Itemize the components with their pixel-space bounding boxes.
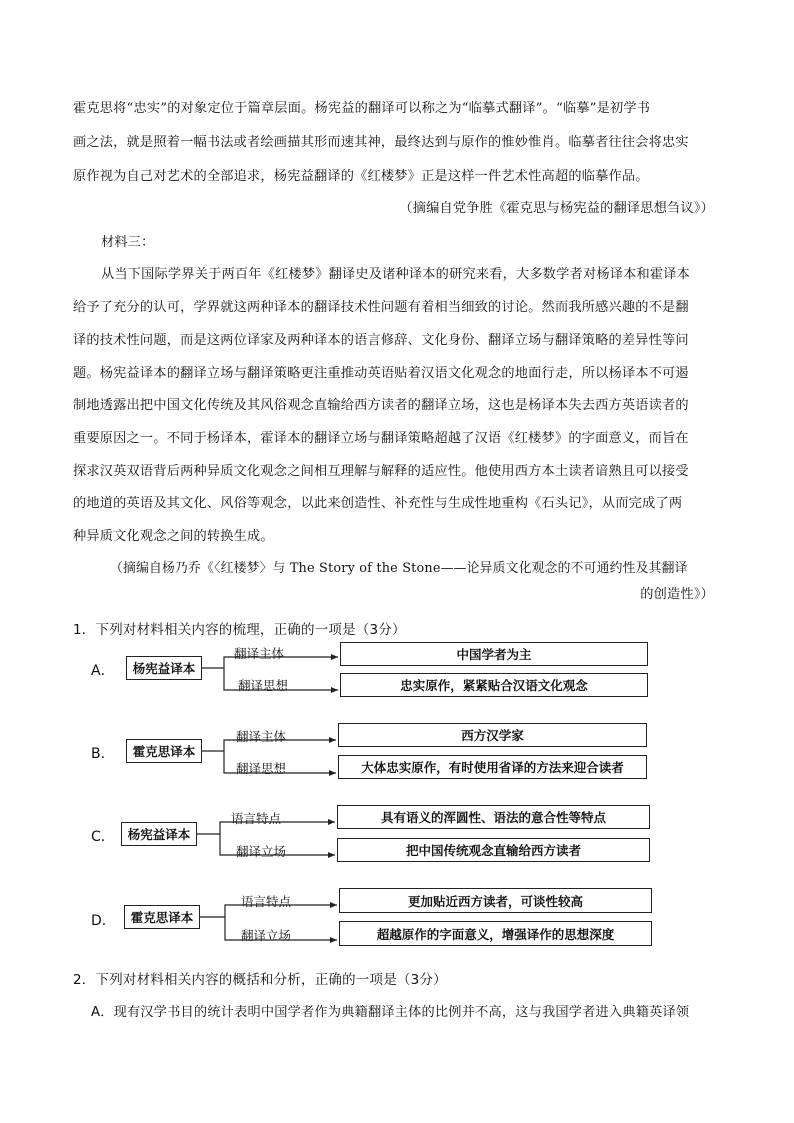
passage-line-2: 画之法，就是照着一幅书法或者绘画描其形而速其神，最终达到与原作的惟妙惟肖。临摹者往往会将忠实 <box>73 135 689 150</box>
material-3-line-6: 重要原因之一。不同于杨译本，霍译本的翻译立场与翻译策略超越了汉语《红楼梦》的字面意义，而旨在 <box>73 431 689 446</box>
passage-line-3: 原作视为自己对艺术的全部追求，杨宪益翻译的《红楼梦》正是这样一件艺术性高超的临摹作品。 <box>73 169 649 184</box>
option-d-bottom-label: 翻译立场 <box>241 928 292 943</box>
material-3-line-8: 的地道的英语及其文化、风俗等观念，以此来创造性、补充性与生成性地重构《石头记》，从而完成了两 <box>73 496 683 511</box>
option-b-top-box: 西方汉学家 <box>338 723 647 747</box>
material-3-line-2: 给予了充分的认可，学界就这两种译本的翻译技术性问题有着相当细致的讨论。然而我所感兴趣的不是翻 <box>73 300 689 315</box>
option-b-root-box: 霍克思译本 <box>126 739 202 763</box>
option-a-letter: A． <box>91 663 115 679</box>
option-a-bottom-label: 翻译思想 <box>238 678 289 693</box>
option-c-bottom-label: 翻译立场 <box>236 844 287 859</box>
passage-line-1: 霍克思将“忠实”的对象定位于篇章层面。杨宪益的翻译可以称之为“临摹式翻译”。“临摹”是初学书 <box>73 101 651 116</box>
option-b-bottom-label: 翻译思想 <box>236 761 287 776</box>
material-3-line-7: 探求汉英双语背后两种异质文化观念之间相互理解与解释的适应性。他使用西方本土读者谙熟且可以接受 <box>73 464 689 479</box>
question-2-option-a[interactable]: A．现有汉学书目的统计表明中国学者作为典籍翻译主体的比例并不高，这与我国学者进入典籍英译领 <box>91 1005 690 1020</box>
option-c-top-box: 具有语义的浑圆性、语法的意合性等特点 <box>337 805 650 829</box>
option-b-letter: B． <box>91 746 115 762</box>
option-b-bottom-box: 大体忠实原作，有时使用省译的方法来迎合读者 <box>338 755 647 779</box>
option-d-bottom-box: 超越原作的字面意义，增强译作的思想深度 <box>339 921 652 946</box>
option-d-top-label: 语言特点 <box>241 894 292 909</box>
option-d-letter: D． <box>91 913 116 929</box>
option-a-bottom-box: 忠实原作，紧紧贴合汉语文化观念 <box>340 673 648 697</box>
material-3-line-3: 译的技术性问题，而是这两位译家及两种译本的语言修辞、文化身份、翻译立场与翻译策略的差异性等问 <box>73 333 689 348</box>
material-3-title: 材料三： <box>101 235 155 250</box>
question-2-stem: 2．下列对材料相关内容的概括和分析，正确的一项是（3分） <box>73 972 447 988</box>
source-citation-2-line-1: （摘编自杨乃乔《〈红楼梦〉与 The Story of the Stone——论异质文化观念的不可通约性及其翻译 <box>110 561 688 576</box>
option-c-top-label: 语言特点 <box>231 811 282 826</box>
question-1-stem: 1．下列对材料相关内容的梳理，正确的一项是（3分） <box>73 622 406 638</box>
option-a-top-box: 中国学者为主 <box>340 642 648 666</box>
source-citation-2-line-2: 的创造性》） <box>640 587 714 602</box>
material-3-line-9: 种异质文化观念之间的转换生成。 <box>73 529 274 544</box>
material-3-line-1: 从当下国际学界关于两百年《红楼梦》翻译史及诸种译本的研究来看，大多数学者对杨译本和霍译本 <box>101 267 691 282</box>
material-3-line-5: 制地透露出把中国文化传统及其风俗观念直输给西方读者的翻译立场，这也是杨译本失去西方英语读者的 <box>73 398 689 413</box>
option-a-top-label: 翻译主体 <box>234 646 285 661</box>
material-3-line-4: 题。杨宪益译本的翻译立场与翻译策略更注重推动英语贴着汉语文化观念的地面行走，所以杨译本不可遏 <box>73 366 689 381</box>
option-d-top-box: 更加贴近西方读者，可谈性较高 <box>339 888 652 913</box>
option-b-top-label: 翻译主体 <box>236 729 287 744</box>
option-d-root-box: 霍克思译本 <box>124 905 200 929</box>
source-citation-1: （摘编自党争胜《霍克思与杨宪益的翻译思想刍议》） <box>399 201 714 216</box>
option-c-bottom-box: 把中国传统观念直输给西方读者 <box>337 838 650 862</box>
option-c-root-box: 杨宪益译本 <box>121 822 197 846</box>
option-c-letter: C． <box>91 829 115 845</box>
option-a-root-box: 杨宪益译本 <box>126 656 202 680</box>
